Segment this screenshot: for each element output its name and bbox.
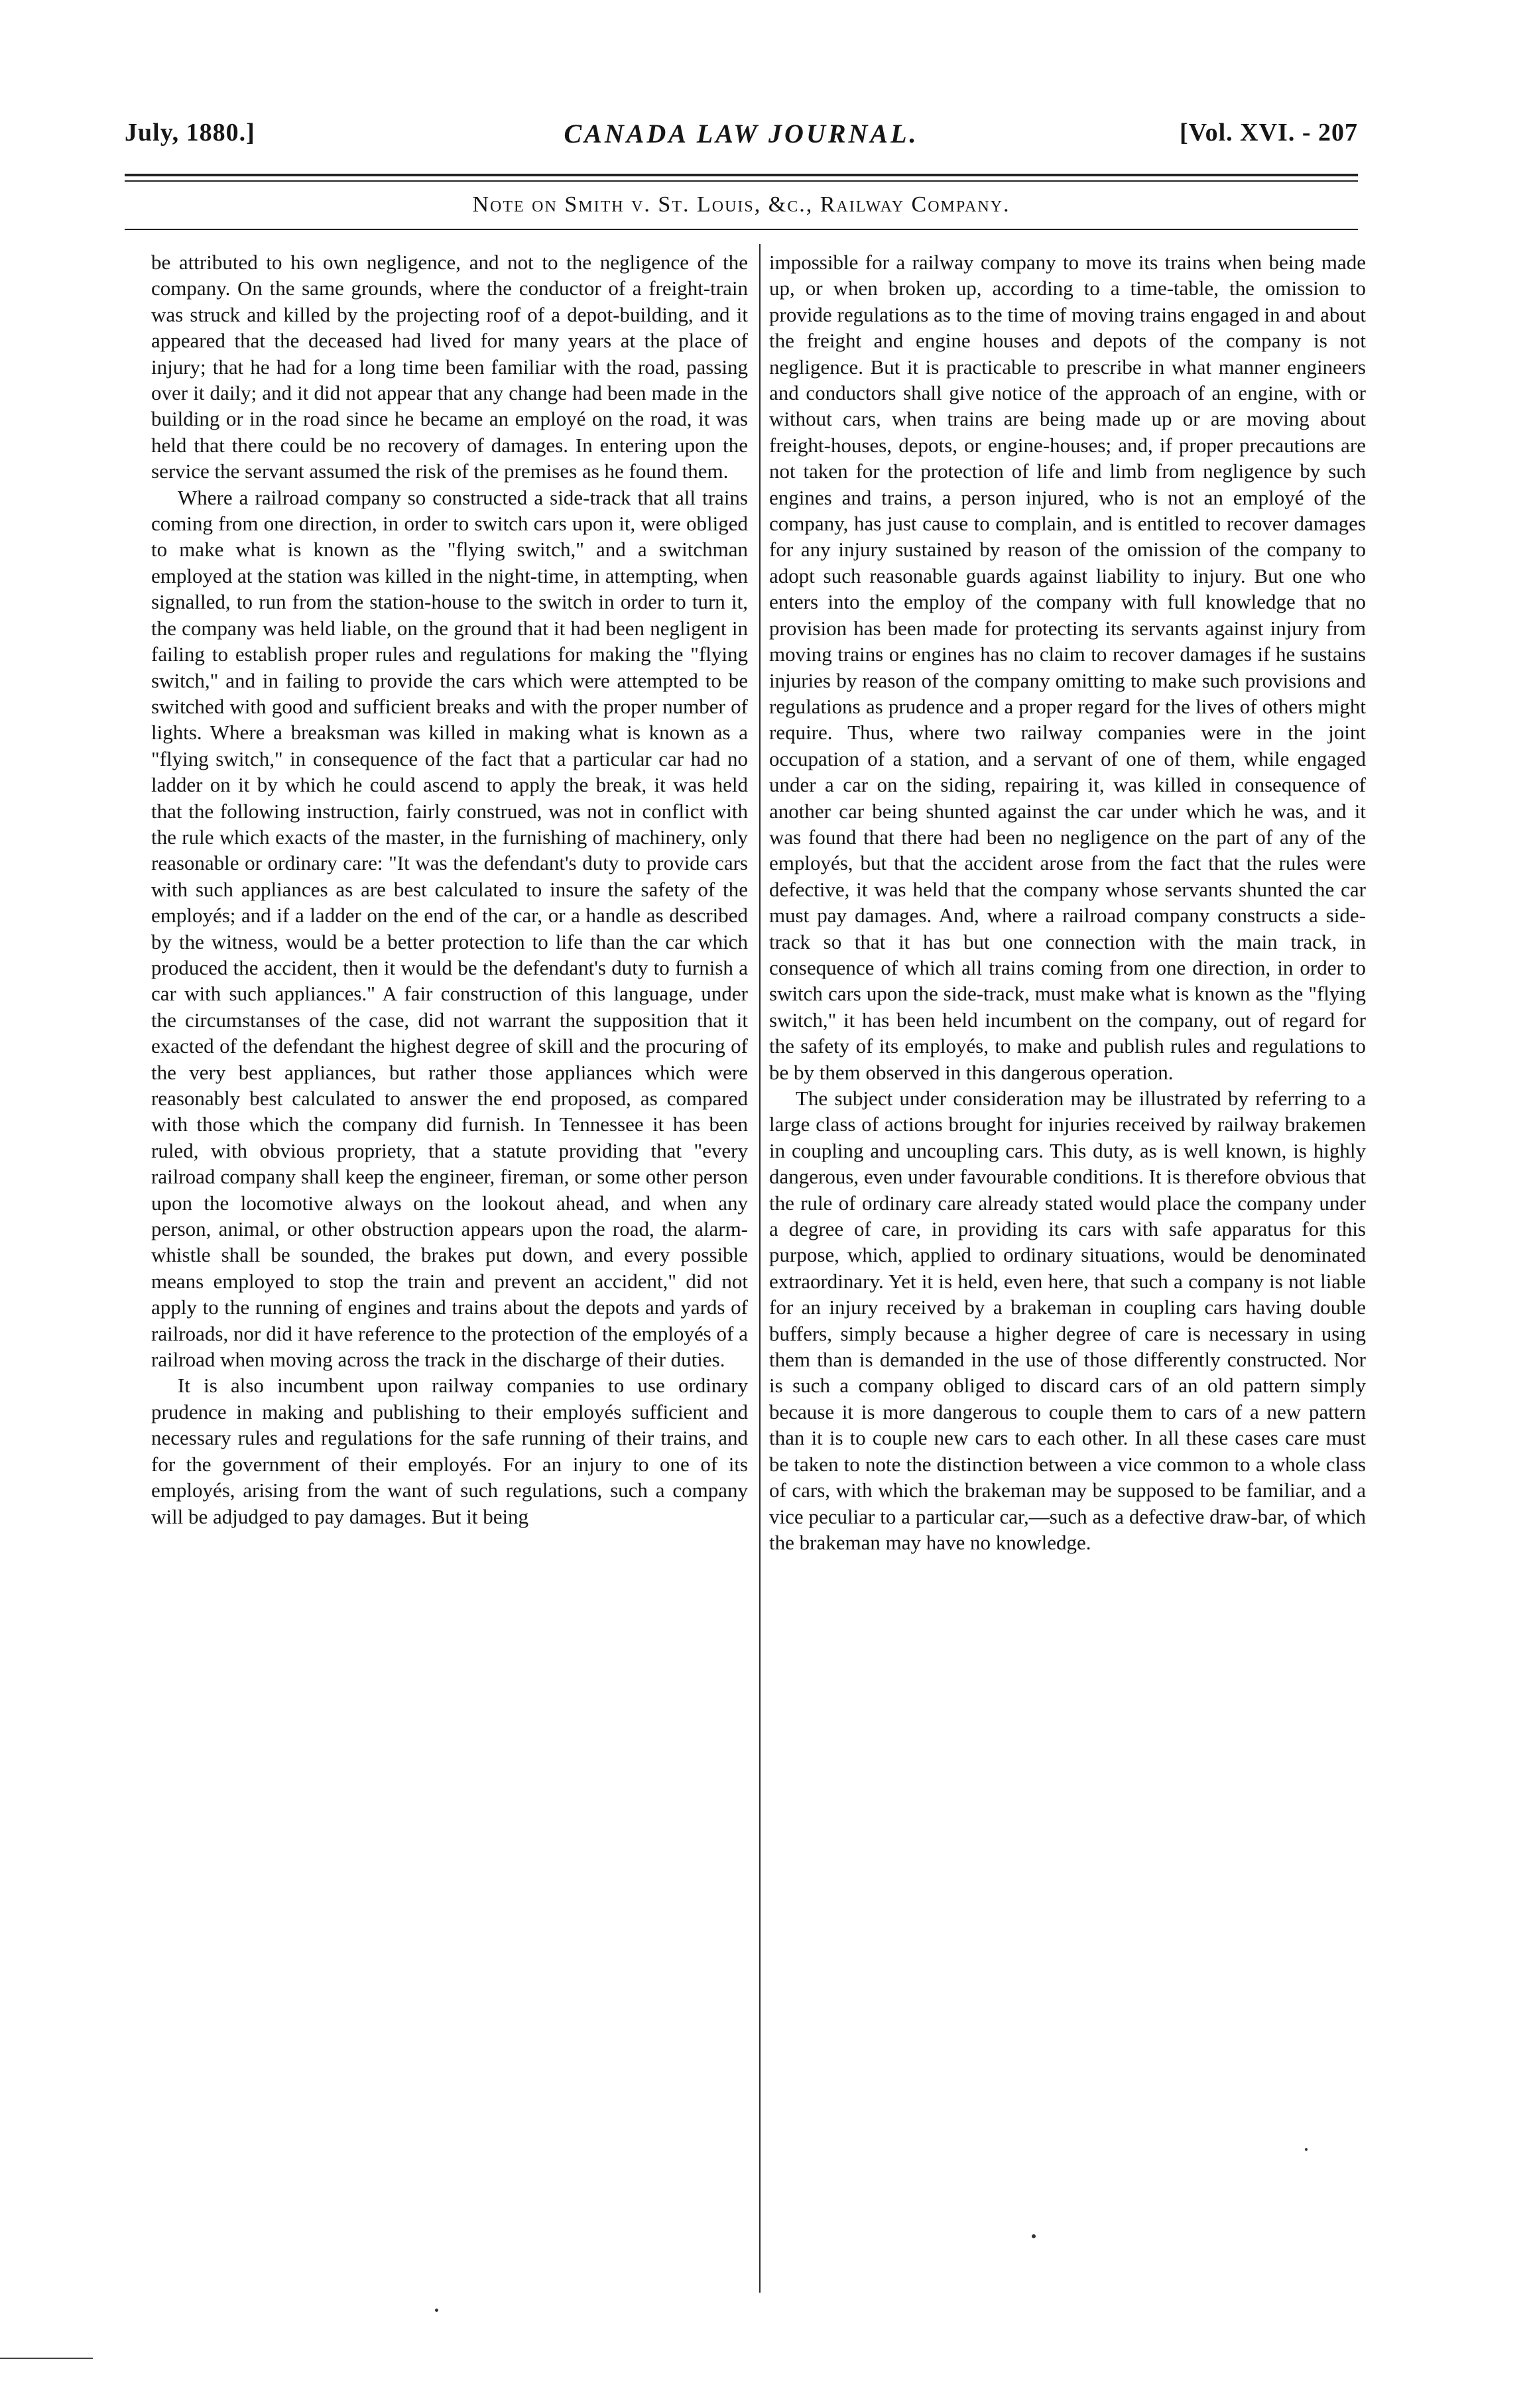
column-divider	[759, 244, 761, 2293]
page-edge-mark	[0, 2358, 93, 2359]
print-speck	[1305, 2148, 1308, 2151]
header-rule-thin	[125, 180, 1358, 182]
running-header	[125, 118, 1358, 166]
subtitle-rule	[125, 229, 1358, 230]
journal-title: CANADA LAW JOURNAL.	[564, 119, 919, 149]
paragraph: be attributed to his own negligence, and not to the negligence of the company. On the same grounds, where the conductor of a freight-train was struck and killed by the projecting roof of a depot-building, and it appeared that the deceased had lived for many years at the place of injury; that he had for a long time been familiar with the road, passing over it daily; and it did not appear that any change had been made in the building or in the road since he became an employé on the road, it was held that there could be no recovery of damages. In entering upon the service the servant assumed the risk of the premises as he found them.	[151, 251, 748, 483]
volume-page-number: [Vol. XVI. - 207	[1180, 119, 1358, 147]
left-column	[151, 249, 748, 2291]
paragraph: Where a railroad company so constructed a side-track that all trains coming from one direction, in order to switch cars upon it, were obliged to make what is known as the "flying switch," and a switchman employed at the station was killed in the night-time, in attempting, when signalled, to run from the station-house to the switch in order to turn it, the company was held liable, on the ground that it had been negligent in failing to establish proper rules and regulations for making the "flying switch," and in failing to provide the cars which were attempted to be switched with good and sufficient breaks and with the proper number of lights. Where a breaksman was killed in making what is known as a "flying switch," in consequence of the fact that a particular car had no ladder on it by which he could ascend to apply the break, it was held that the following instruction, fairly construed, was not in conflict with the rule which exacts of the master, in the furnishing of machinery, only reasonable or ordinary care: "It was the defendant's duty to provide cars with such appliances as are best calculated to insure the safety of the employés; and if a ladder on the end of the car, or a handle as described by the witness, would be a better protection to life than the car which produced the accident, then it would be the defendant's duty to furnish a car with such appliances." A fair construction of this language, under the circumstanses of the case, did not warrant the supposition that it exacted of the defendant the highest degree of skill and the procuring of the very best appliances, but rather those appliances which were reasonably best calculated to answer the end proposed, as compared with those which the company did furnish. In Tennessee it has been ruled, with obvious propriety, that a statute providing that "every railroad company shall keep the engineer, fireman, or some other person upon the locomotive always on the lookout ahead, and when any person, animal, or other obstruction appears upon the road, the alarm-whistle shall be sounded, the brakes put down, and every possible means employed to stop the train and prevent an accident," did not apply to the running of engines and trains about the depots and yards of railroads, nor did it have reference to the protection of the employés of a railroad when moving across the track in the discharge of their duties.	[151, 485, 748, 1372]
paragraph: It is also incumbent upon railway companies to use ordinary prudence in making and publishing to their employés sufficient and necessary rules and regulations for the safe running of their trains, and for the government of their employés. For an injury to one of its employés, arising from the want of such regulations, such a company will be adjudged to pay damages. But it being	[151, 1374, 748, 1528]
paragraph: The subject under consideration may be illustrated by referring to a large class of actions brought for injuries received by railway brakemen in coupling and uncoupling cars. This duty, as is well known, is highly dangerous, even under favourable conditions. It is therefore obvious that the rule of ordinary care already stated would place the company under a degree of care, in providing its cars with safe apparatus for this purpose, which, applied to ordinary situations, would be denominated extraordinary. Yet it is held, even here, that such a company is not liable for an injury received by a brakeman in coupling cars having double buffers, simply because a higher degree of care is necessary in using them than is demanded in the use of those differently constructed. Nor is such a company obliged to discard cars of an old pattern simply because it is more dangerous to couple them to cars of a new pattern than it is to couple new cars to each other. In all these cases care must be taken to note the distinction between a vice common to a whole class of cars, with which the brakeman may be supposed to be familiar, and a vice peculiar to a particular car,—such as a defective draw-bar, of which the brakeman may have no knowledge.	[769, 1087, 1366, 1554]
print-speck	[435, 2309, 438, 2312]
paragraph: impossible for a railway company to move its trains when being made up, or when broken up, according to a time-table, the omission to provide regulations as to the time of moving trains engaged in and about the freight and engine houses and depots of the company is not negligence. But it is practicable to prescribe in what manner engineers and conductors shall give notice of the approach of an engine, with or without cars, when trains are being made up or are moving about freight-houses, depots, or engine-houses; and, if proper precautions are not taken for the protection of life and limb from negligence by such engines and trains, a person injured, who is not an employé of the company, has just cause to complain, and is entitled to recover damages for any injury sustained by reason of the omission of the company to adopt such reasonable guards against liability to injury. But one who enters into the employ of the company with full knowledge that no provision has been made for protecting its servants against injury from moving trains or engines has no claim to recover damages if he sustains injuries by reason of the company omitting to make such provisions and regulations as prudence and a proper regard for the lives of others might require. Thus, where two railway companies were in the joint occupation of a station, and a servant of one of them, while engaged under a car on the siding, repairing it, was killed in consequence of another car being shunted against the car under which he was, and it was found that there had been no negligence on the part of any of the employés, but that the accident arose from the fact that the rules were defective, it was held that the company whose servants shunted the car must pay damages. And, where a railroad company constructs a side-track so that it has but one connection with the main track, in consequence of which all trains coming from one direction, in order to switch cars upon the side-track, must make what is known as the "flying switch," it has been held incumbent on the company, out of regard for the safety of its employés, to make and publish rules and regulations to be by them observed in this dangerous operation.	[769, 251, 1366, 1084]
header-rule-thick	[125, 174, 1358, 176]
print-speck	[1032, 2234, 1036, 2238]
right-column	[769, 249, 1366, 2291]
article-subtitle: Note on Smith v. St. Louis, &c., Railway Company.	[472, 192, 1010, 217]
header-date: July, 1880.]	[125, 119, 255, 147]
